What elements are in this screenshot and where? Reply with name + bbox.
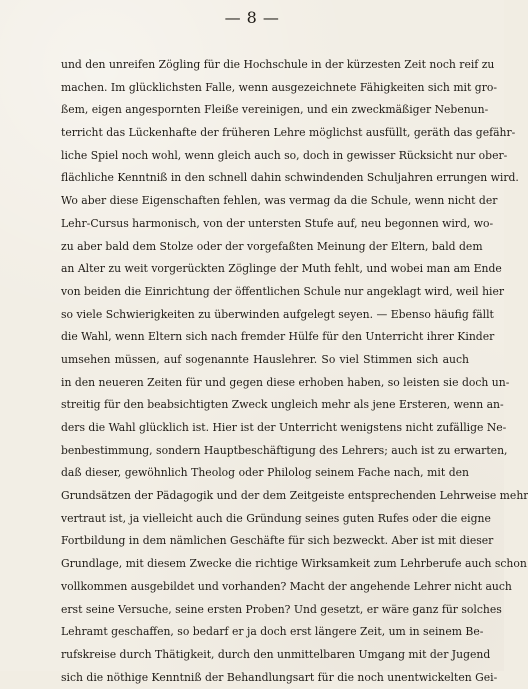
text-line-19: daß dieser, gewöhnlich Theolog oder Philolog seinem Fache nach, mit den bbox=[61, 466, 469, 480]
text-line-10: an Alter zu weit vorgerückten Zöglinge der Muth fehlt, und wobei man am Ende bbox=[61, 262, 502, 276]
text-line-15: in den neueren Zeiten für und gegen diese erhoben haben, so leisten sie doch un- bbox=[61, 375, 510, 389]
text-line-21: vertraut ist, ja vielleicht auch die Gründung seines guten Rufes oder die eigne bbox=[61, 511, 491, 525]
text-line-7: Wo aber diese Eigenschaften fehlen, was vermag da die Schule, wenn nicht der bbox=[61, 194, 498, 208]
text-line-12: so viele Schwierigkeiten zu überwinden aufgelegt seyen. — Ebenso häufig fällt bbox=[61, 307, 494, 321]
text-line-25: erst seine Versuche, seine ersten Proben? Und gesetzt, er wäre ganz für solches bbox=[61, 602, 502, 616]
text-line-9: zu aber bald dem Stolze oder der vorgefaßten Meinung der Eltern, bald dem bbox=[61, 239, 483, 253]
text-line-5: liche Spiel noch wohl, wenn gleich auch so, doch in gewisser Rücksicht nur ober- bbox=[61, 148, 508, 162]
text-line-8: Lehr-Cursus harmonisch, von der untersten Stufe auf, neu begonnen wird, wo- bbox=[61, 216, 494, 230]
text-line-3: ßem, eigen angespornten Fleiße vereinigen, und ein zweckmäßiger Nebenun- bbox=[61, 103, 489, 117]
text-line-23: Grundlage, mit diesem Zwecke die richtige Wirksamkeit zum Lehrberufe auch schon bbox=[61, 557, 527, 571]
text-line-17: ders die Wahl glücklich ist. Hier ist der Unterricht wenigstens nicht zufällige Ne- bbox=[61, 421, 507, 434]
text-line-28: sich die nöthige Kenntniß der Behandlungsart für die noch unentwickelten Gei- bbox=[61, 670, 498, 684]
text-line-13: die Wahl, wenn Eltern sich nach fremder Hülfe für den Unterricht ihrer Kinder bbox=[61, 330, 495, 344]
text-line-4: terricht das Lückenhafte der früheren Lehre möglichst ausfüllt, geräth das gefähr- bbox=[61, 126, 516, 140]
text-line-27: rufskreise durch Thätigkeit, durch den unmittelbaren Umgang mit der Jugend bbox=[61, 647, 491, 661]
text-line-1: und den unreifen Zögling für die Hochschule in der kürzesten Zeit noch reif zu bbox=[61, 58, 495, 71]
text-line-11: von beiden die Einrichtung der öffentlichen Schule nur angeklagt wird, weil hier bbox=[61, 284, 505, 298]
text-line-16: streitig für den beabsichtigten Zweck ungleich mehr als jene Ersteren, wenn an- bbox=[61, 398, 504, 412]
text-line-24: vollkommen ausgebildet und vorhanden? Macht der angehende Lehrer nicht auch bbox=[61, 579, 512, 593]
text-line-20: Grundsätzen der Pädagogik und der dem Zeitgeiste entsprechenden Lehrweise mehr bbox=[61, 489, 528, 503]
page-number: — 8 — bbox=[224, 8, 280, 27]
text-line-18: benbestimmung, sondern Hauptbeschäftigung des Lehrers; auch ist zu erwarten, bbox=[61, 443, 508, 457]
text-line-14: umsehen müssen, auf sogenannte Hauslehrer. So viel Stimmen sich auch bbox=[61, 352, 469, 366]
text-line-2: machen. Im glücklichsten Falle, wenn ausgezeichnete Fähigkeiten sich mit gro- bbox=[61, 80, 498, 94]
body-text bbox=[61, 54, 528, 689]
text-line-6: flächliche Kenntniß in den schnell dahin schwindenden Schuljahren errungen wird. bbox=[61, 171, 519, 185]
text-line-26: Lehramt geschaffen, so bedarf er ja doch erst längere Zeit, um in seinem Be- bbox=[61, 625, 484, 639]
text-line-22: Fortbildung in dem nämlichen Geschäfte für sich bezweckt. Aber ist mit dieser bbox=[61, 534, 494, 548]
